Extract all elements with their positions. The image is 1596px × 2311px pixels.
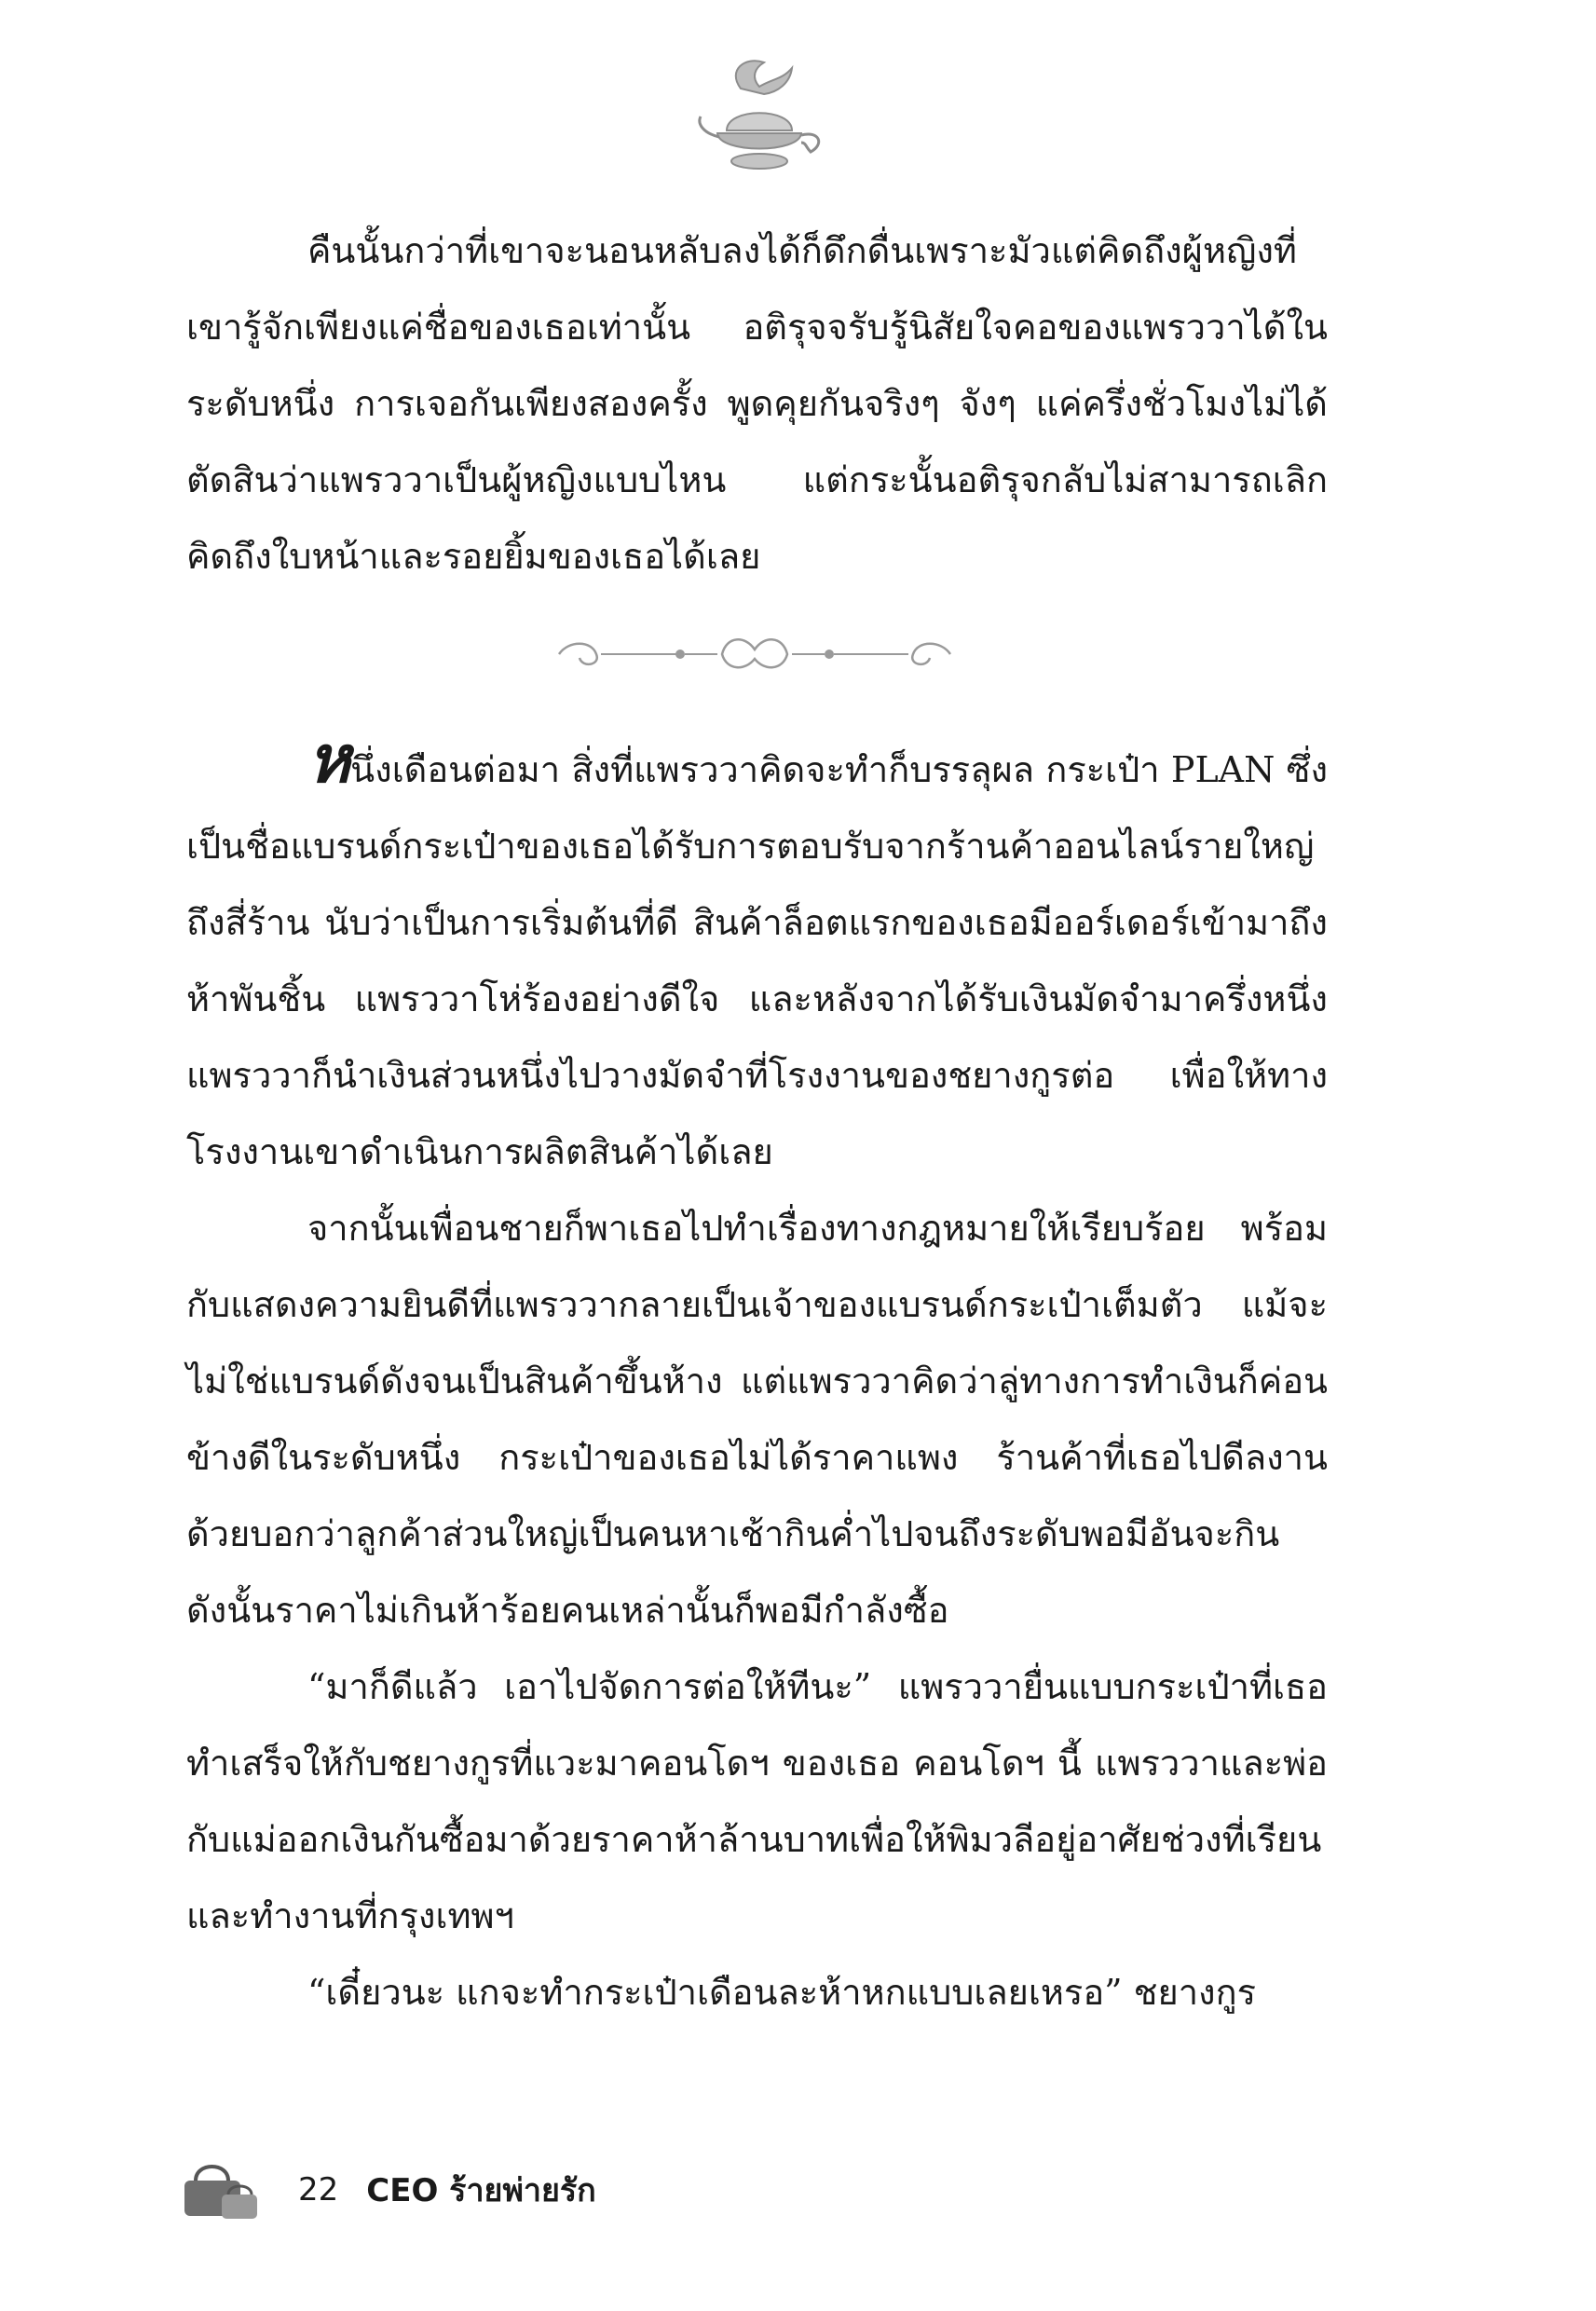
text-section-bottom — [186, 721, 1328, 2031]
paragraph: จากนั้นเพื่อนชายก็พาเธอไปทำเรื่องทางกฎหมายให้เรียบร้อย พร้อมกับแสดงความยินดีที่แพรววากลายเป็นเจ้าของแบรนด์กระเป๋าเต็มตัว แม้จะไม่ใช่แบรนด์ดังจนเป็นสินค้าขึ้นห้าง แต่แพรววาคิดว่าลู่ทางการทำเงินก็ค่อนข้างดีในระดับหนึ่ง กระเป๋าของเธอไม่ได้ราคาแพง ร้านค้าที่เธอไปดีลงานด้วยบอกว่าลูกค้าส่วนใหญ่เป็นคนหาเช้ากินค่ำไปจนถึงระดับพอมีอันจะกิน ดังนั้นราคาไม่เกินห้าร้อยคนเหล่านั้นก็พอมีกำลังซื้อ — [186, 1208, 1328, 1631]
page-number: 22 — [298, 2171, 339, 2208]
floral-divider-icon — [550, 626, 960, 682]
text-section-top — [186, 212, 1328, 595]
paragraph-text: นึ่งเดือนต่อมา สิ่งที่แพรววาคิดจะทำก็บรรลุผล กระเป๋า PLAN ซึ่งเป็นชื่อแบรนด์กระเป๋าของเธอได้รับการตอบรับจากร้านค้าออนไลน์รายใหญ่ถึงสี่ร้าน นับว่าเป็นการเริ่มต้นที่ดี สินค้าล็อตแรกของเธอมีออร์เดอร์เข้ามาถึงห้าพันชิ้น แพรววาโห่ร้องอย่างดีใจ และหลังจากได้รับเงินมัดจำมาครึ่งหนึ่ง แพรววาก็นำเงินส่วนหนึ่งไปวางมัดจำที่โรงงานของชยางกูรต่อ เพื่อให้ทางโรงงานเขาดำเนินการผลิตสินค้าได้เลย — [186, 749, 1328, 1172]
handbag-icon — [177, 2157, 261, 2222]
book-title: CEO ร้ายพ่ายรัก — [366, 2172, 596, 2209]
page-footer — [177, 2153, 596, 2227]
genie-lamp-ornament-icon — [689, 51, 829, 182]
dropcap-letter: ห — [307, 721, 351, 798]
paragraph: “มาก็ดีแล้ว เอาไปจัดการต่อให้ทีนะ” แพรววายื่นแบบกระเป๋าที่เธอทำเสร็จให้กับชยางกูรที่แวะมาคอนโดฯ ของเธอ คอนโดฯ นี้ แพรววาและพ่อกับแม่ออกเงินกันซื้อมาด้วยราคาห้าล้านบาทเพื่อให้พิมวลีอยู่อาศัยช่วงที่เรียนและทำงานที่กรุงเทพฯ — [186, 1666, 1328, 1936]
paragraph-with-dropcap — [186, 721, 1328, 1190]
paragraph: คืนนั้นกว่าที่เขาจะนอนหลับลงได้ก็ดึกดื่นเพราะมัวแต่คิดถึงผู้หญิงที่เขารู้จักเพียงแค่ชื่อของเธอเท่านั้น อติรุจจรับรู้นิสัยใจคอของแพรววาได้ในระดับหนึ่ง การเจอกันเพียงสองครั้ง พูดคุยกันจริงๆ จังๆ แค่ครึ่งชั่วโมงไม่ได้ตัดสินว่าแพรววาเป็นผู้หญิงแบบไหน แต่กระนั้นอติรุจกลับไม่สามารถเลิกคิดถึงใบหน้าและรอยยิ้มของเธอได้เลย — [186, 230, 1328, 577]
paragraph: “เดี๋ยวนะ แกจะทำกระเป๋าเดือนละห้าหกแบบเลยเหรอ” ชยางกูร — [307, 1972, 1257, 2013]
